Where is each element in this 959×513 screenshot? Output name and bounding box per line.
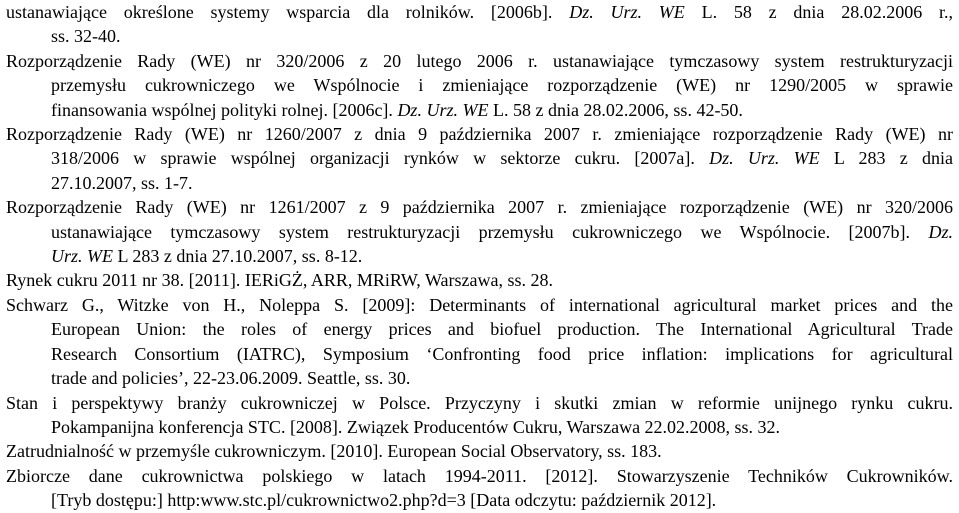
entry-text: Stan i perspektywy branży cukrowniczej w Polsce. Przyczyny i skutki zmian w reformie unijnego rynku cukru. bbox=[6, 392, 953, 413]
entry-text: European Union: the roles of energy prices and biofuel production. The International Agricultural Trade bbox=[51, 319, 953, 340]
journal-title: Dz. bbox=[928, 221, 953, 242]
entry-text: Zbiorcze dane cukrownictwa polskiego w latach 1994-2011. [2012]. Stowarzyszenie Techników Cukrowników. bbox=[6, 465, 953, 486]
journal-title: Dz. Urz. WE bbox=[709, 148, 820, 169]
entry-text: Schwarz G., Witzke von H., Noleppa S. [2009]: Determinants of international agricultural market prices and the bbox=[6, 294, 953, 315]
entry-text: Rozporządzenie Rady (WE) nr 1260/2007 z dnia 9 października 2007 r. zmieniające rozporządzenie Rady (WE) nr bbox=[6, 124, 953, 145]
entry-line bbox=[6, 342, 953, 366]
entry-text: ss. 32-40. bbox=[51, 26, 121, 47]
bibliography-entry bbox=[6, 268, 953, 292]
entry-text: 318/2006 w sprawie wspólnej organizacji rynków w sektorze cukru. [2007a]. bbox=[51, 148, 710, 169]
entry-line bbox=[6, 98, 953, 122]
entry-text: Rozporządzenie Rady (WE) nr 1261/2007 z 9 października 2007 r. zmieniające rozporządzenie (WE) nr 320/2006 bbox=[6, 197, 953, 218]
bibliography-entry bbox=[6, 439, 953, 463]
entry-line bbox=[6, 24, 953, 48]
bibliography-list bbox=[6, 0, 953, 513]
entry-text: L 283 z dnia bbox=[819, 148, 953, 169]
entry-line bbox=[6, 220, 953, 244]
journal-title: Dz. Urz. WE bbox=[397, 99, 489, 120]
entry-line bbox=[6, 49, 953, 73]
entry-line bbox=[6, 195, 953, 219]
entry-text: ustanawiające określone systemy wsparcia dla rolników. [2006b]. bbox=[6, 2, 570, 22]
entry-text: 27.10.2007, ss. 1-7. bbox=[51, 172, 193, 193]
entry-line bbox=[6, 73, 953, 97]
entry-text: finansowania wspólnej polityki rolnej. [2006c]. bbox=[51, 99, 398, 120]
entry-text: przemysłu cukrowniczego we Wspólnocie i zmieniające rozporządzenie (WE) nr 1290/2005 w sprawie bbox=[51, 75, 953, 96]
bibliography-entry bbox=[6, 464, 953, 513]
entry-line bbox=[6, 268, 953, 292]
entry-line bbox=[6, 415, 953, 439]
entry-line bbox=[6, 464, 953, 488]
bibliography-entry bbox=[6, 0, 953, 49]
entry-line bbox=[6, 293, 953, 317]
entry-text: Research Consortium (IATRC), Symposium ‘Confronting food price inflation: implications for agricultural bbox=[51, 343, 953, 364]
bibliography-entry bbox=[6, 122, 953, 195]
entry-text: trade and policies’, 22-23.06.2009. Seattle, ss. 30. bbox=[51, 368, 411, 389]
bibliography-entry bbox=[6, 49, 953, 122]
entry-text: [Tryb dostępu:] http:www.stc.pl/cukrownictwo2.php?d=3 [Data odczytu: październik 2012]. bbox=[51, 490, 717, 511]
journal-title: Dz. Urz. WE bbox=[569, 2, 685, 22]
entry-text: L. 58 z dnia 28.02.2006 r., bbox=[684, 2, 953, 22]
entry-text: Zatrudnialność w przemyśle cukrowniczym. [2010]. European Social Observatory, ss. 183. bbox=[6, 441, 662, 462]
entry-text: L. 58 z dnia 28.02.2006, ss. 42-50. bbox=[488, 99, 743, 120]
bibliography-entry bbox=[6, 391, 953, 440]
entry-text: Rozporządzenie Rady (WE) nr 320/2006 z 20 lutego 2006 r. ustanawiające tymczasowy system restrukturyzacji bbox=[6, 50, 953, 71]
entry-line bbox=[6, 171, 953, 195]
entry-line bbox=[6, 244, 953, 268]
entry-line bbox=[6, 146, 953, 170]
journal-title: Urz. WE bbox=[51, 246, 113, 267]
bibliography-entry bbox=[6, 293, 953, 391]
entry-text: Rynek cukru 2011 nr 38. [2011]. IERiGŻ, ARR, MRiRW, Warszawa, ss. 28. bbox=[6, 270, 553, 291]
entry-line bbox=[6, 391, 953, 415]
entry-line bbox=[6, 122, 953, 146]
entry-text: Pokampanijna konferencja STC. [2008]. Związek Producentów Cukru, Warszawa 22.02.2008, ss. 32. bbox=[51, 416, 781, 437]
bibliography-entry bbox=[6, 195, 953, 268]
entry-line bbox=[6, 366, 953, 390]
entry-text: L 283 z dnia 27.10.2007, ss. 8-12. bbox=[113, 246, 363, 267]
entry-line bbox=[6, 317, 953, 341]
entry-line bbox=[6, 0, 953, 24]
entry-line bbox=[6, 439, 953, 463]
entry-text: ustanawiające tymczasowy system restrukturyzacji przemysłu cukrowniczego we Wspólnocie. [2007b]. bbox=[51, 221, 929, 242]
entry-line bbox=[6, 488, 953, 512]
